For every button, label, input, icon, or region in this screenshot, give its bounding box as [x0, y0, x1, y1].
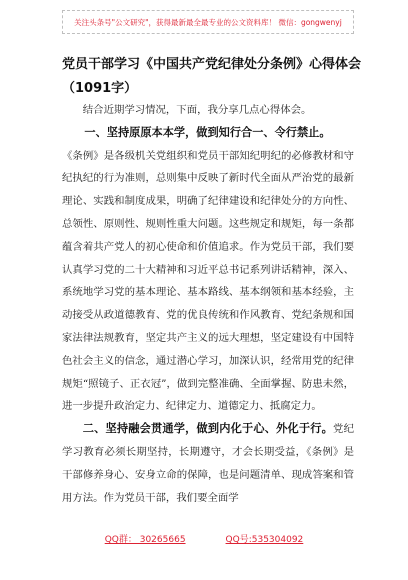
intro-paragraph: 结合近期学习情况，下面，我分享几点心得体会。 [82, 104, 312, 116]
section1-heading: 一、坚持原原本本学，做到知行合一、令行禁止。 [84, 125, 331, 139]
section2-body: 党纪学习教育必须长期坚持，长期遵守，才会长期受益，《条例》是干部修养身心、安身立命的保障，也是问题清单、现成答案和管用方法。作为党员干部，我们要全面学 [62, 423, 354, 504]
document-body [62, 99, 354, 509]
word-count: （1091字） [62, 81, 138, 96]
document-title: 党员干部学习《中国共产党纪律处分条例》心得体会 [62, 57, 362, 72]
section2-paragraph [62, 418, 354, 509]
footer [0, 532, 408, 545]
header-notice: 关注头条号"公文研究"，获得最新最全最专业的公文资料库！ 微信：gongwenyj [74, 17, 342, 27]
section1-body: 《条例》是各级机关党组织和党员干部知纪明纪的必修教材和守纪执纪的行为准则，总则集中反映了新时代全面从严治党的最新理论、实践和制度成果，明确了纪律建设和纪律处分的方向性、总领性、原则性、规则性重大问题。这些规定和规矩，每一条都蕴含着共产党人的初心使命和价值追求。作为党员干部，我们要认真学习党的二十大精神和习近平总书记系列讲话精神，深入、系统地学习党的基本理论、基本路线、基本纲领和基本经验，主动接受从政道德教育、党的优良传统和作风教育、党纪条规和国家法律法规教育，坚定共产主义的远大理想，坚定建设有中国特色社会主义的信念，通过潜心学习，加深认识，经常用党的纪律规矩“照镜子、正衣冠”，做到完整准确、全面掌握、防患未然，进一步提升政治定力、纪律定力、道德定力、抵腐定力。 [62, 149, 354, 413]
footer-qq-group[interactable]: QQ群： 30265665 [104, 535, 186, 545]
footer-qq-contact[interactable]: QQ号:535304092 [225, 535, 304, 545]
section2-heading: 二、坚持融会贯通学，做到内化于心、外化于行。 [82, 422, 334, 436]
header-notice-box [62, 10, 354, 34]
